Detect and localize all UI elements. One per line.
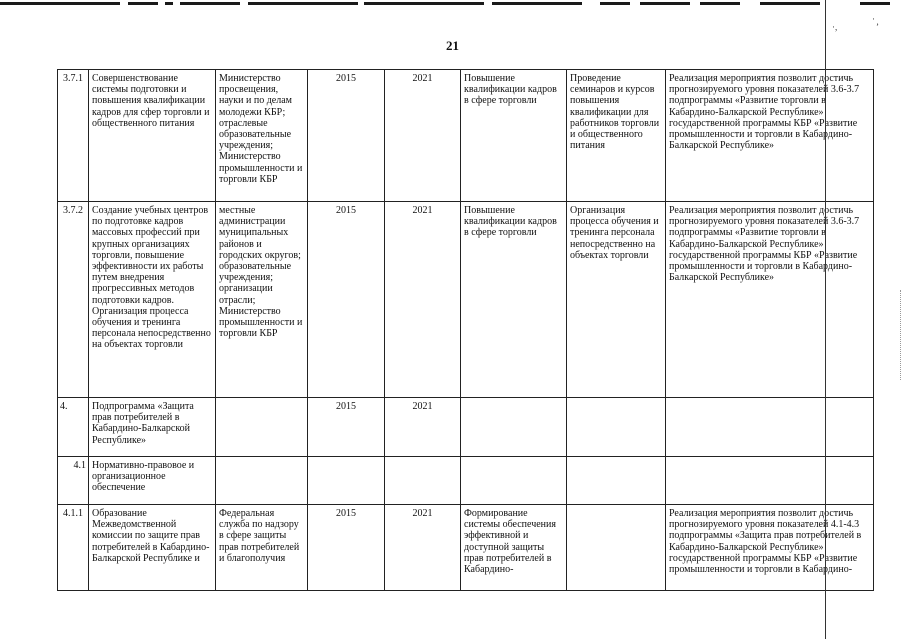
- expected-result: Повышение квалификации кадров в сфере торговли: [461, 70, 567, 202]
- expected-result: Повышение квалификации кадров в сфере торговли: [461, 202, 567, 398]
- table-row: [58, 70, 874, 202]
- expected-result: [461, 398, 567, 457]
- row-number: 4.1.1: [58, 505, 89, 591]
- executor-cell: [216, 398, 308, 457]
- end-year: 2021: [385, 70, 461, 202]
- indicator-link: [666, 398, 874, 457]
- measure-content: Организация процесса обучения и тренинга персонала непосредственно на объектах торговли: [567, 202, 666, 398]
- row-number: 4.: [58, 398, 89, 457]
- scan-mark: ·: [872, 14, 875, 24]
- executor-cell: Министерство просвещения, науки и по делам молодежи КБР; отраслевые образовательные учреждения; Министерство промышленности и торговли КБР: [216, 70, 308, 202]
- scan-mark: ·,: [832, 22, 838, 32]
- row-number: 4.1: [58, 457, 89, 505]
- measure-name: Подпрограмма «Защита прав потребителей в Кабардино-Балкарской Республике»: [89, 398, 216, 457]
- measure-content: [567, 505, 666, 591]
- measure-content: Проведение семинаров и курсов повышения квалификации для работников торговли и общественного питания: [567, 70, 666, 202]
- start-year: 2015: [308, 505, 385, 591]
- indicator-link: [666, 457, 874, 505]
- expected-result: Формирование системы обеспечения эффективной и доступной защиты прав потребителей в Кабардино-: [461, 505, 567, 591]
- indicator-link: Реализация мероприятия позволит достичь прогнозируемого уровня показателей 3.6-3.7 подпрограммы «Развитие торговли в Кабардино-Балкарской Республике» государственной программы КБР «Развитие промышленности и торговли в Кабардино-Балкарской Республике»: [666, 202, 874, 398]
- start-year: 2015: [308, 202, 385, 398]
- scan-edge-shadow: [900, 290, 905, 380]
- indicator-link: Реализация мероприятия позволит достичь прогнозируемого уровня показателей 4.1-4.3 подпрограммы «Защита прав потребителей в Кабардино-Балкарской Республике» государственной программы КБР «Развитие промышленности и торговли в Кабардино-: [666, 505, 874, 591]
- program-measures-table: [57, 69, 874, 591]
- executor-cell: [216, 457, 308, 505]
- table-row: [58, 457, 874, 505]
- scan-fold-line: [825, 0, 826, 639]
- measure-name: Совершенствование системы подготовки и повышения квалификации кадров для сфер торговли и общественного питания: [89, 70, 216, 202]
- end-year: 2021: [385, 505, 461, 591]
- end-year: [385, 457, 461, 505]
- measure-name: Создание учебных центров по подготовке кадров массовых профессий при крупных организациях торговли, повышение эффективности их работы путем внедрения прогрессивных методов подготовки кадров. Организация процесса обучения и тренинга персонала непосредственно на объектах торговли: [89, 202, 216, 398]
- row-number: 3.7.2: [58, 202, 89, 398]
- measure-content: [567, 398, 666, 457]
- table-row: [58, 398, 874, 457]
- scan-top-edge: [0, 0, 905, 9]
- measure-name: Нормативно-правовое и организационное обеспечение: [89, 457, 216, 505]
- table-row: [58, 202, 874, 398]
- measure-name: Образование Межведомственной комиссии по защите прав потребителей в Кабардино-Балкарской Республике и: [89, 505, 216, 591]
- end-year: 2021: [385, 398, 461, 457]
- scan-mark: ʼ: [876, 22, 879, 32]
- row-number: 3.7.1: [58, 70, 89, 202]
- expected-result: [461, 457, 567, 505]
- page-number: 21: [446, 38, 459, 53]
- table-row: [58, 505, 874, 591]
- start-year: 2015: [308, 70, 385, 202]
- start-year: 2015: [308, 398, 385, 457]
- executor-cell: местные администрации муниципальных районов и городских округов; образовательные учреждения; организации отрасли; Министерство промышленности и торговли КБР: [216, 202, 308, 398]
- end-year: 2021: [385, 202, 461, 398]
- executor-cell: Федеральная служба по надзору в сфере защиты прав потребителей и благополучия: [216, 505, 308, 591]
- measure-content: [567, 457, 666, 505]
- indicator-link: Реализация мероприятия позволит достичь прогнозируемого уровня показателей 3.6-3.7 подпрограммы «Развитие торговли в Кабардино-Балкарской Республике» государственной программы КБР «Развитие промышленности и торговли в Кабардино-Балкарской Республике»: [666, 70, 874, 202]
- start-year: [308, 457, 385, 505]
